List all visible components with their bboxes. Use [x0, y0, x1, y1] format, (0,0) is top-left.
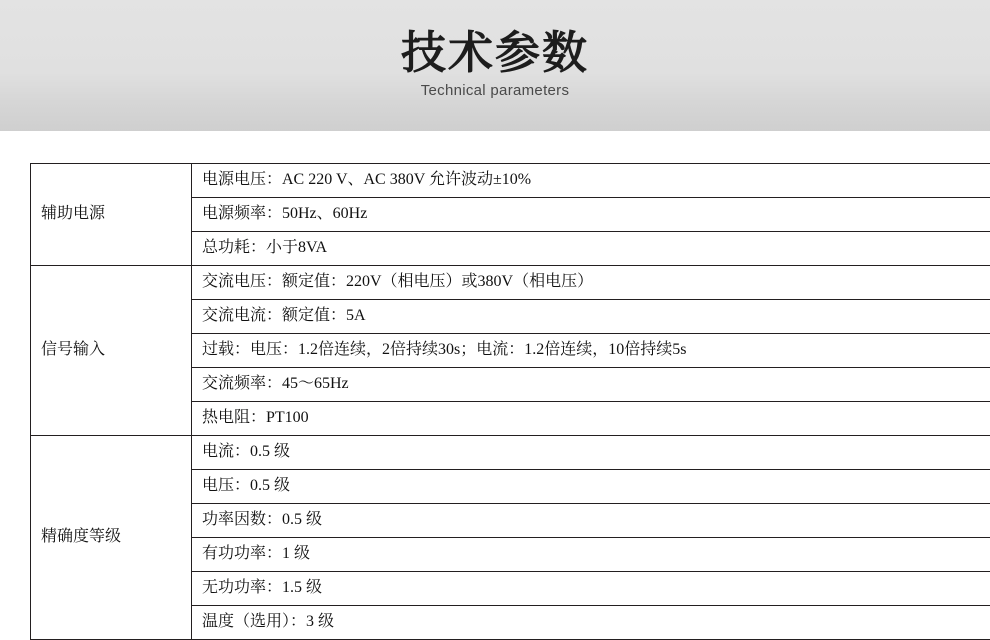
spec-value: 温度（选用）：3 级 — [192, 606, 990, 640]
spec-value: 总功耗：小于8VA — [192, 232, 990, 266]
spec-value: 无功功率：1.5 级 — [192, 572, 990, 606]
spec-value: 交流电压：额定值：220V（相电压）或380V（相电压） — [192, 266, 990, 300]
category-label-auxiliary-power: 辅助电源 — [31, 164, 192, 266]
spec-value: 电流：0.5 级 — [192, 436, 990, 470]
spec-value: 过载：电压：1.2倍连续，2倍持续30s；电流：1.2倍连续，10倍持续5s — [192, 334, 990, 368]
table-row — [31, 436, 990, 470]
spec-value: 电源电压：AC 220 V、AC 380V 允许波动±10% — [192, 164, 990, 198]
spec-value: 功率因数：0.5 级 — [192, 504, 990, 538]
spec-table-container — [0, 131, 990, 640]
table-row — [31, 164, 990, 198]
category-label-signal-input: 信号输入 — [31, 266, 192, 436]
spec-value: 热电阻：PT100 — [192, 402, 990, 436]
table-row — [31, 266, 990, 300]
page-title: 技术参数 — [0, 0, 990, 79]
spec-value: 电源频率：50Hz、60Hz — [192, 198, 990, 232]
spec-value: 电压：0.5 级 — [192, 470, 990, 504]
page-banner — [0, 0, 990, 131]
technical-parameters-table — [30, 163, 990, 640]
spec-value: 交流电流：额定值：5A — [192, 300, 990, 334]
category-label-accuracy-class: 精确度等级 — [31, 436, 192, 640]
spec-table-body — [31, 164, 990, 640]
page-subtitle: Technical parameters — [0, 79, 990, 101]
spec-value: 交流频率：45～65Hz — [192, 368, 990, 402]
spec-value: 有功功率：1 级 — [192, 538, 990, 572]
